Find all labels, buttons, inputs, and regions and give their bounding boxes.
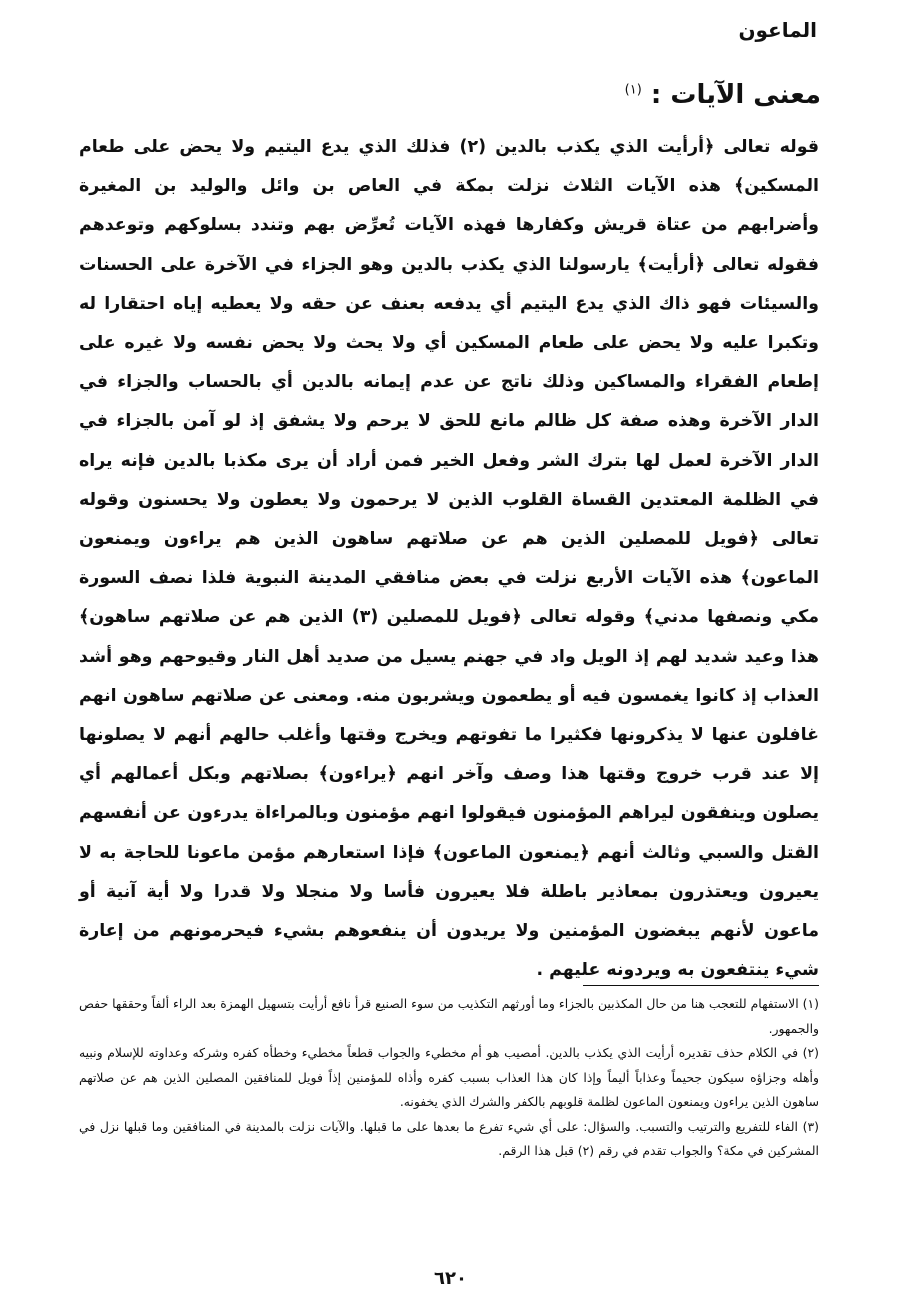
footnote-1: (١) الاستفهام للتعجب هنا من حال المكذبين بالجزاء وما أورثهم التكذيب من سوء الصنيع قرأ نافع أرأيت بتسهيل الهمزة بعد الراء ألفاً وحققها حفص والجمهور. xyxy=(79,996,819,1036)
section-title xyxy=(625,80,821,110)
footnote-reference: (١) xyxy=(624,82,642,98)
page-number: ٦٢٠ xyxy=(434,1268,467,1289)
footnote-3: (٣) الفاء للتفريع والترتيب والتسبب. والسؤال: على أي شيء تفرع ما بعدها على ما قبلها. والآيات نزلت بالمدينة في المنافقين وما قبلها نزل في المشركين في مكة؟ والجواب تقدم في رقم (٢) قبل هذا الرقم. xyxy=(79,1118,819,1158)
body-paragraph: قوله تعالى ﴿أرأيت الذي يكذب بالدين (٢) فذلك الذي يدع اليتيم ولا يحض على طعام المسكين﴾ هذه الآيات الثلاث نزلت بمكة في العاص بن وائل والوليد بن المغيرة وأضرابهم من عتاة قريش وكفارها فهذه الآيات تُعرِّض بهم وتندد بسلوكهم وتوعدهم فقوله تعالى ﴿أرأيت﴾ يارسولنا الذي يكذب بالدين وهو الجزاء في الآخرة على الحسنات والسيئات فهو ذاك الذي يدع اليتيم أي يدفعه بعنف عن حقه ولا يعطيه إياه احتقارا له وتكبرا عليه ولا يحض على طعام المسكين أي ولا يحث ولا يحض نفسه ولا غيره على إطعام الفقراء والمساكين وذلك ناتج عن عدم إيمانه بالدين أي بالحساب والجزاء في الدار الآخرة وهذه صفة كل ظالم مانع للحق لا يرحم ولا يشفق إذ لو آمن بالجزاء في الدار الآخرة لعمل لها بترك الشر وفعل الخير فمن أراد أن يرى مكذبا بالدين فإنه يراه في الظلمة المعتدين القساة القلوب الذين لا يرحمون ولا يعطون ولا يحسنون وقوله تعالى ﴿فويل للمصلين الذين هم عن صلاتهم ساهون الذين هم يراءون ويمنعون الماعون﴾ هذه الآيات الأربع نزلت في بعض منافقي المدينة النبوية فلذا نصف السورة مكي ونصفها مدني﴾ وقوله تعالى ﴿فويل للمصلين (٣) الذين هم عن صلاتهم ساهون﴾ هذا وعيد شديد لهم إذ الويل واد في جهنم يسيل من صديد أهل النار وقيوحهم وهو أشد العذاب إذ كانوا يغمسون فيه أو يطعمون ويشربون منه. ومعنى عن صلاتهم ساهون انهم غافلون عنها لا يذكرونها فكثيرا ما تفوتهم ويخرج وقتها وأغلب حالهم أنهم لا يصلونها إلا عند قرب خروج وقتها هذا وصف وآخر انهم ﴿يراءون﴾ بصلاتهم وبكل أعمالهم أي يصلون وينفقون ليراهم المؤمنون فيقولوا انهم مؤمنون وبالمراءاة يدرءون عن أنفسهم القتل والسبي وثالث أنهم ﴿يمنعون الماعون﴾ فإذا استعارهم مؤمن ماعونا للحاجة به لا يعيرون ويعتذرون بمعاذير باطلة فلا يعيرون فأسا ولا منجلا ولا قدرا ولا أية آنية أو ماعون لأنهم يبغضون المؤمنين ولا يريدون أن ينفعوهم بشيء فيحرمونهم من إعارة شيء ينتفعون به ويردونه عليهم . xyxy=(79,137,819,981)
running-head: الماعون xyxy=(738,18,817,42)
section-title-text: معنى الآيات : xyxy=(650,80,821,110)
body-text xyxy=(79,128,819,990)
footnote-separator xyxy=(583,985,819,986)
footnotes xyxy=(79,992,819,1164)
footnote-2: (٢) في الكلام حذف تقديره أرأيت الذي يكذب بالدين. أمصيب هو أم مخطيء والجواب قطعاً مخطيء وخطأه كفره وشركه وعداوته للإسلام ونبيه وأهله وجزاؤه سيكون جحيماً وعذاباً أليماً وإذا كان هذا العذاب بسبب كفره وأذاه للمؤمنين إذاً فويل للمنافقين المصلين الذين هم عن صلاتهم ساهون الذين يراءون ويمنعون الماعون لظلمة قلوبهم بالكفر والشرك الذي يخفونه. xyxy=(79,1045,819,1109)
